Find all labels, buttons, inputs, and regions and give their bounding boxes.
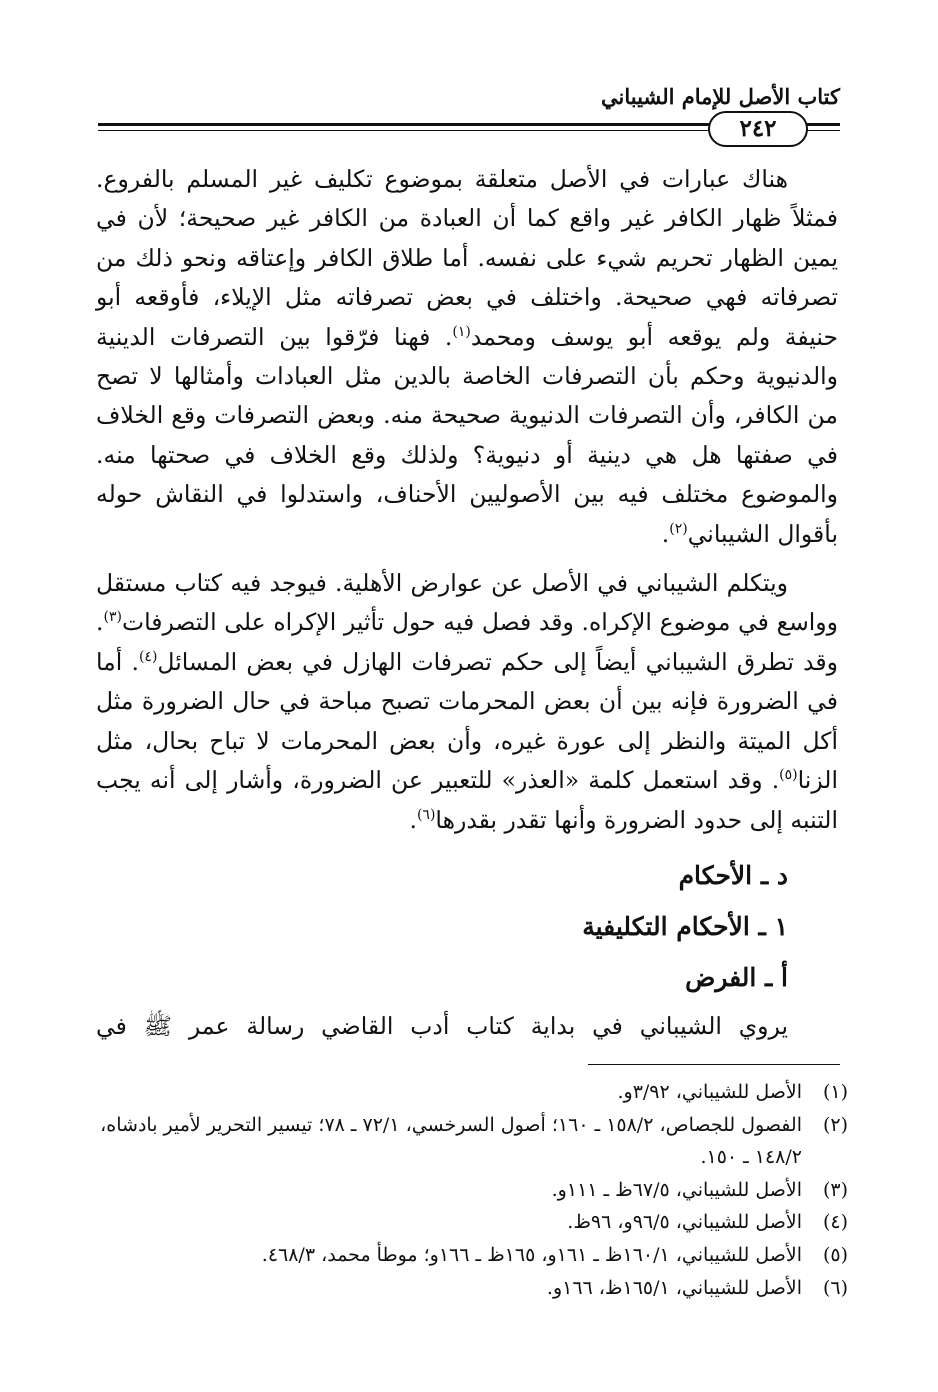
footnote-marker: (٢) [669,520,688,537]
section-heading: د ـ الأحكام [678,860,788,890]
paragraph-1 [96,160,838,554]
sub-subsection-heading: أ ـ الفرض [685,962,788,992]
subsection-heading: ١ ـ الأحكام التكليفية [582,911,788,941]
footnote-3 [96,1174,848,1207]
footnote-4 [96,1206,848,1239]
paragraph-text: هناك عبارات في الأصل متعلقة بموضوع تكليف غير المسلم بالفروع. فمثلاً ظهار الكافر غير واقع كما أن العبادة من الكافر غير صحيحة؛ لأن في يمين الظهار تحريم شيء على نفسه. أما طلاق الكافر وإعتاقه ونحو ذلك من تصرفاته فهي صحيحة. واختلف في بعض تصرفاته مثل الإيلاء، فأوقعه أبو حنيفة ولم يوقعه أبو يوسف ومحمد [96,165,839,351]
paragraph-text: . أما في الضرورة فإنه بين أن بعض المحرمات تصبح مباحة في حال الضرورة مثل أكل الميتة والنظر إلى عورة غيره، وأن بعض المحرمات لا تباح بحال، مثل الزنا [96,647,838,795]
footnote-marker: (٣) [103,609,122,626]
paragraph-text: . [661,519,670,548]
main-text [96,160,838,1056]
footnote-number: (٣) [822,1178,848,1201]
running-head-title: كتاب الأصل للإمام الشيباني [601,84,840,109]
footnote-number: (٦) [822,1276,848,1299]
paragraph-text: ويتكلم الشيباني في الأصل عن عوارض الأهلية. فيوجد فيه كتاب مستقل وواسع في موضوع الإكراه. وقد فصل فيه حول تأثير الإكراه على التصرفات [96,569,838,637]
paragraph-text: . وقد تطرق الشيباني أيضاً إلى حكم تصرفات الهازل في بعض المسائل [96,608,838,676]
footnote-marker: (١) [452,323,471,340]
footnote-text: الأصل للشيباني، ١٦٠/١ظ ـ ١٦١و، ١٦٥ظ ـ ١٦٦و؛ موطأ محمد، ٤٦٨/٣. [261,1243,802,1266]
footnote-6 [96,1272,848,1305]
footnote-5 [96,1239,848,1272]
footnote-text: الأصل للشيباني، ٩٦/٥و، ٩٦ظ. [567,1211,802,1234]
paragraph-3-start: يروي الشيباني في بداية كتاب أدب القاضي رسالة عمر ﷺ في [96,1011,788,1040]
footnote-1 [96,1076,848,1109]
paragraph-text: . [409,805,417,834]
footnotes [96,1076,848,1304]
footnote-marker: (٤) [138,649,158,666]
footnote-number: (٥) [822,1243,848,1266]
page-number-badge: ٢٤٢ [708,111,808,147]
paragraph-2 [96,564,838,840]
footnote-text: الأصل للشيباني، ٣/٩٢و. [617,1081,802,1103]
footnote-text: الفصول للجصاص، ١٥٨/٢ ـ ١٦٠؛ أصول السرخسي، ٧٢/١ ـ ٧٨؛ تيسير التحرير لأمير بادشاه، ١٤٨/٢ ـ ١٥٠. [100,1113,802,1169]
footnote-number: (١) [822,1081,848,1103]
footnote-marker: (٥) [779,767,798,784]
footnote-marker: (٦) [416,806,436,823]
paragraph-text: . وقد استعمل كلمة «العذر» للتعبير عن الضرورة، وأشار إلى أنه يجب التنبه إلى حدود الضرورة وأنها تقدر بقدرها [96,766,838,834]
paragraph-text: . فهنا فرّقوا بين التصرفات الدينية والدنيوية وحكم بأن التصرفات الخاصة بالدين مثل العبادات وأمثالها لا تصح من الكافر، وأن التصرفات الدنيوية صحيحة منه. وبعض التصرفات وقع الخلاف في صفتها هل هي دينية أو دنيوية؟ ولذلك وقع الخلاف في صحتها منه. والموضوع مختلف فيه بين الأصوليين الأحناف، واستدلوا في النقاش حوله بأقوال الشيباني [96,322,838,548]
footnote-2 [96,1109,848,1174]
footnote-text: الأصل للشيباني، ١٦٥/١ظ، ١٦٦و. [546,1276,802,1299]
footnote-number: (٢) [822,1113,848,1136]
footnote-separator [588,1064,840,1065]
footnote-number: (٤) [822,1211,848,1234]
footnote-text: الأصل للشيباني، ٦٧/٥ظ ـ ١١١و. [551,1178,802,1201]
